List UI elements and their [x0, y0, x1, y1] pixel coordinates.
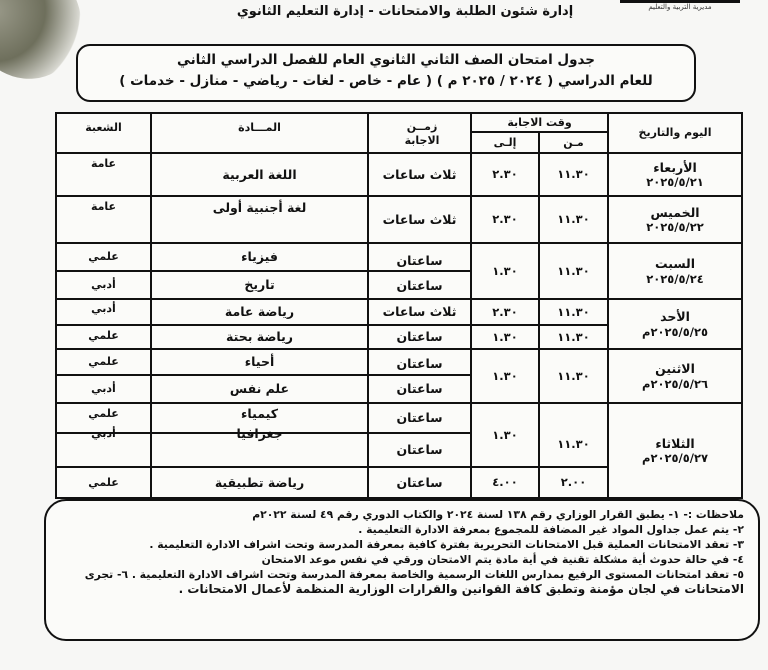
- subject: رياضة تطبيقية: [214, 474, 305, 490]
- notes-box: [44, 499, 760, 641]
- from-time: ٢.٠٠: [560, 475, 587, 490]
- title-line-1: جدول امتحان الصف الثاني الثانوي العام للفصل الدراسي الثاني: [176, 52, 596, 68]
- division: علمي: [88, 355, 119, 369]
- top-right-stamp: مديرية التربية والتعليم: [648, 3, 712, 11]
- day-date: ٢٠٢٥/٥/٢٦م: [642, 376, 708, 391]
- from-time: ١١.٣٠: [557, 263, 590, 278]
- division: علمي: [88, 407, 119, 421]
- day-cell: [609, 197, 741, 242]
- subject: اللغة العربية: [222, 166, 297, 182]
- day-cell: [609, 404, 741, 497]
- note-line: ٤- في حالة حدوث أية مشكلة تقنية في أية مادة يتم الامتحان ورقي في نفس موعد الامتحان: [261, 553, 744, 566]
- from-time: ١١.٣٠: [557, 212, 590, 227]
- day-date: ٢٠٢٥/٥/٢١: [646, 175, 704, 190]
- day-date: ٢٠٢٥/٥/٢٧م: [642, 451, 708, 466]
- day-cell: [609, 154, 741, 195]
- day-cell: [609, 244, 741, 298]
- duration: ثلاث ساعات: [382, 304, 457, 320]
- subject: تاريخ: [244, 277, 275, 293]
- to-time: ٢.٣٠: [492, 212, 518, 227]
- subject: لغة أجنبية أولى: [212, 200, 307, 216]
- day-date: ٢٠٢٥/٥/٢٢: [646, 220, 704, 235]
- header-day-date: اليوم والتاريخ: [638, 126, 712, 140]
- header-from: مـن: [563, 135, 584, 149]
- note-line: ٥- تعقد امتحانات المستوى الرفيع بمدارس اللغات الرسمية والخاصة بمعرفة المدرسة وتحت اشراف الادارة التعليمية . ٦- تجرى: [84, 568, 744, 581]
- division: علمي: [88, 475, 119, 489]
- note-line: ٢- يتم عمل جداول المواد غير المضافة للمجموع بمعرفة الادارة التعليمية .: [358, 523, 744, 536]
- division: علمي: [88, 250, 119, 264]
- duration: ثلاث ساعات: [382, 166, 457, 182]
- duration: ساعتان: [396, 253, 443, 269]
- division: أدبي: [91, 278, 116, 292]
- subject: علم نفس: [229, 381, 290, 397]
- duration: ساعتان: [396, 278, 443, 294]
- department-header: إدارة شئون الطلبة والامتحانات - إدارة التعليم الثانوي: [236, 4, 574, 19]
- duration: ساعتان: [396, 381, 443, 397]
- duration: ثلاث ساعات: [382, 211, 457, 227]
- to-time: ١.٣٠: [492, 368, 518, 383]
- duration: ساعتان: [396, 410, 443, 426]
- day-cell: [609, 300, 741, 348]
- header-duration: زمــن الاجابة: [404, 120, 440, 147]
- day-cell: [609, 350, 741, 402]
- to-time: ٢.٣٠: [492, 304, 518, 319]
- from-time: ١١.٣٠: [557, 329, 590, 344]
- to-time: ٤.٠٠: [492, 475, 518, 490]
- day-name: الخميس: [650, 204, 700, 220]
- subject: رياضة عامة: [224, 304, 295, 320]
- subject: أحياء: [244, 354, 275, 370]
- duration: ساعتان: [396, 329, 443, 345]
- day-name: الثلاثاء: [655, 435, 695, 451]
- to-time: ٢.٣٠: [492, 167, 518, 182]
- from-time: ١١.٣٠: [557, 304, 590, 319]
- duration: ساعتان: [396, 474, 443, 490]
- notes-list: [54, 507, 744, 597]
- exam-schedule-table: [55, 112, 743, 499]
- day-date: ٢٠٢٥/٥/٢٤: [646, 271, 704, 286]
- duration: ساعتان: [396, 356, 443, 372]
- subject: رياضة بحتة: [226, 329, 293, 345]
- title-box: [76, 44, 696, 102]
- subject: فيزياء: [241, 249, 278, 265]
- day-date: ٢٠٢٥/٥/٢٥م: [642, 324, 708, 339]
- to-time: ١.٣٠: [492, 427, 518, 442]
- day-name: الاثنين: [655, 361, 695, 376]
- to-time: ١.٣٠: [492, 263, 518, 278]
- header-subject: المـــادة: [238, 121, 281, 135]
- title-line-2: للعام الدراسي ( ٢٠٢٤ / ٢٠٢٥ م ) ( عام - خاص - لغات - رياضي - منازل - خدمات ): [119, 73, 653, 89]
- from-time: ١١.٣٠: [557, 167, 590, 182]
- header-to: إلـى: [493, 135, 517, 149]
- day-name: السبت: [654, 256, 696, 271]
- division: علمي: [88, 329, 119, 343]
- day-name: الأربعاء: [653, 159, 697, 175]
- duration: ساعتان: [396, 442, 443, 458]
- header-division: الشعبة: [85, 121, 122, 135]
- from-time: ١١.٣٠: [557, 368, 590, 383]
- note-line: الامتحانات في لجان مؤمنة وتطبق كافة القوانين والقرارات الوزارية المنظمة لأعمال الامتحانات .: [178, 582, 744, 596]
- division: أدبي: [91, 427, 116, 441]
- note-line: ٣- تعقد الامتحانات العملية قبل الامتحانات التحريرية بفترة كافية بمعرفة المدرسة وتحت اشراف الادارة التعليمية .: [149, 538, 744, 551]
- from-time: ١١.٣٠: [557, 436, 590, 451]
- subject: جغرافيا: [236, 426, 283, 442]
- day-name: الأحد: [660, 309, 690, 324]
- to-time: ١.٣٠: [492, 329, 518, 344]
- division: عامة: [90, 157, 117, 171]
- note-line: ملاحظات :- ١- يطبق القرار الوزاري رقم ١٣٨ لسنة ٢٠٢٤ والكتاب الدوري رقم ٤٩ لسنة ٢٠٢٢م: [252, 508, 744, 521]
- header-answer-time: وقت الاجابة: [507, 115, 572, 129]
- division: عامة: [90, 200, 117, 214]
- division: أدبي: [91, 382, 116, 396]
- division: أدبي: [91, 302, 116, 316]
- subject: كيمياء: [241, 406, 278, 422]
